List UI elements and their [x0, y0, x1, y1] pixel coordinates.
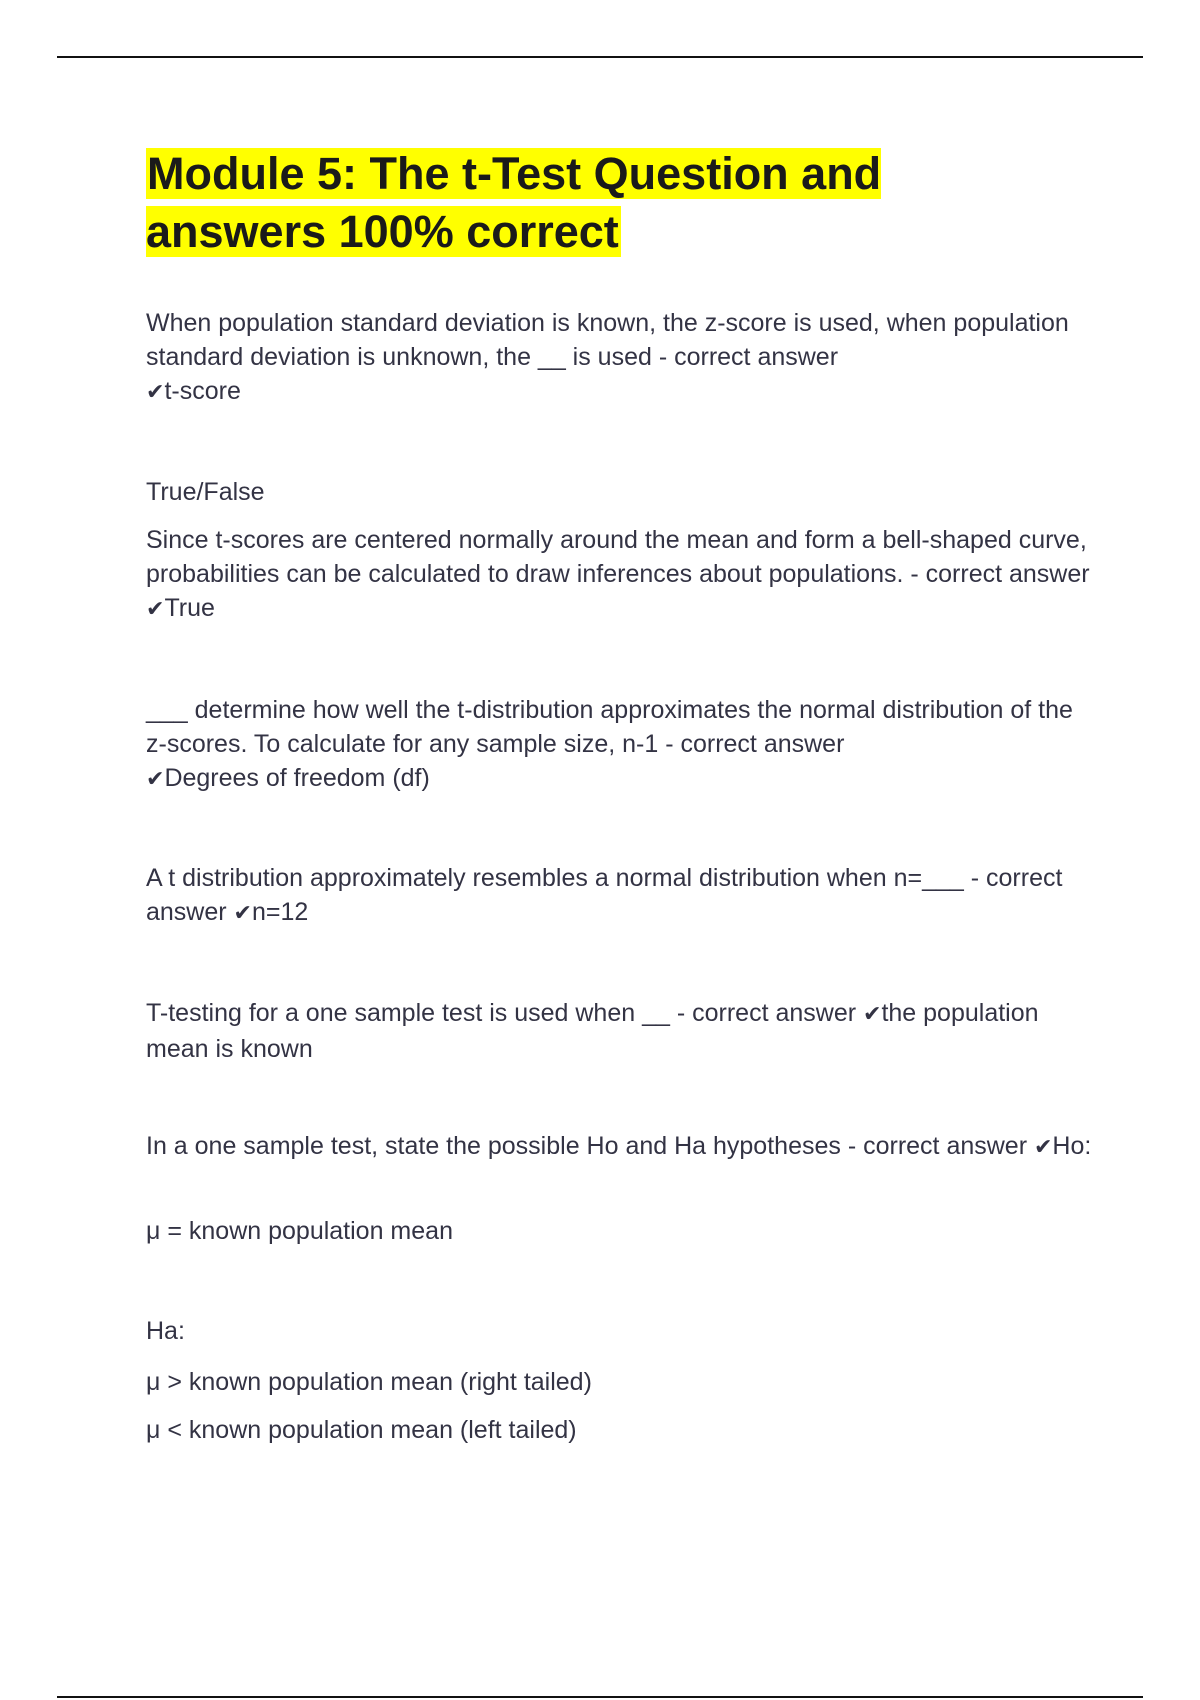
question-4	[146, 861, 1096, 931]
question-5	[146, 996, 1096, 1066]
check-icon: ✔	[1033, 1135, 1053, 1160]
question-4-text: A t distribution approximately resembles a normal distribution when n=___ - correct answer	[146, 864, 1063, 926]
ha-left-tailed: μ < known population mean (left tailed)	[146, 1416, 577, 1444]
check-icon: ✔	[863, 1002, 882, 1027]
question-3-text: ___ determine how well the t-distribution approximates the normal distribution of the z-scores. To calculate for any sample size, n-1 - correct answer	[146, 696, 1073, 758]
question-5-answer: the population mean is known	[146, 999, 1039, 1063]
question-1-text: When population standard deviation is known, the z-score is used, when population standard deviation is unknown, the __ is used - correct answer	[146, 309, 1069, 371]
question-6-text: In a one sample test, state the possible Ho and Ha hypotheses - correct answer	[146, 1132, 1034, 1160]
question-2-label: True/False	[146, 478, 265, 506]
title-highlight: Module 5: The t-Test Question and answers 100% correct	[146, 148, 882, 257]
question-5-text: T-testing for a one sample test is used when __ - correct answer	[146, 999, 864, 1027]
question-2-text: Since t-scores are centered normally around the mean and form a bell-shaped curve, probabilities can be calculated to draw inferences about populations. - correct answer	[146, 526, 1090, 588]
check-icon: ✔	[146, 767, 165, 792]
question-6-answer: Ho:	[1052, 1132, 1092, 1160]
question-2	[146, 523, 1096, 627]
question-3	[146, 693, 1096, 797]
ho-line: μ = known population mean	[146, 1217, 453, 1245]
check-icon: ✔	[146, 597, 165, 622]
question-3-answer: Degrees of freedom (df)	[164, 764, 430, 792]
bottom-rule	[57, 1696, 1143, 1698]
ha-label: Ha:	[146, 1317, 185, 1345]
question-2-answer: True	[164, 594, 215, 622]
question-1-answer: t-score	[164, 377, 241, 405]
document-title	[146, 145, 1046, 261]
top-rule	[57, 56, 1143, 58]
question-6	[146, 1129, 1096, 1165]
ha-right-tailed: μ > known population mean (right tailed)	[146, 1368, 592, 1396]
question-4-answer: n=12	[251, 898, 309, 926]
check-icon: ✔	[146, 380, 165, 405]
check-icon: ✔	[233, 901, 252, 926]
question-1	[146, 306, 1096, 410]
